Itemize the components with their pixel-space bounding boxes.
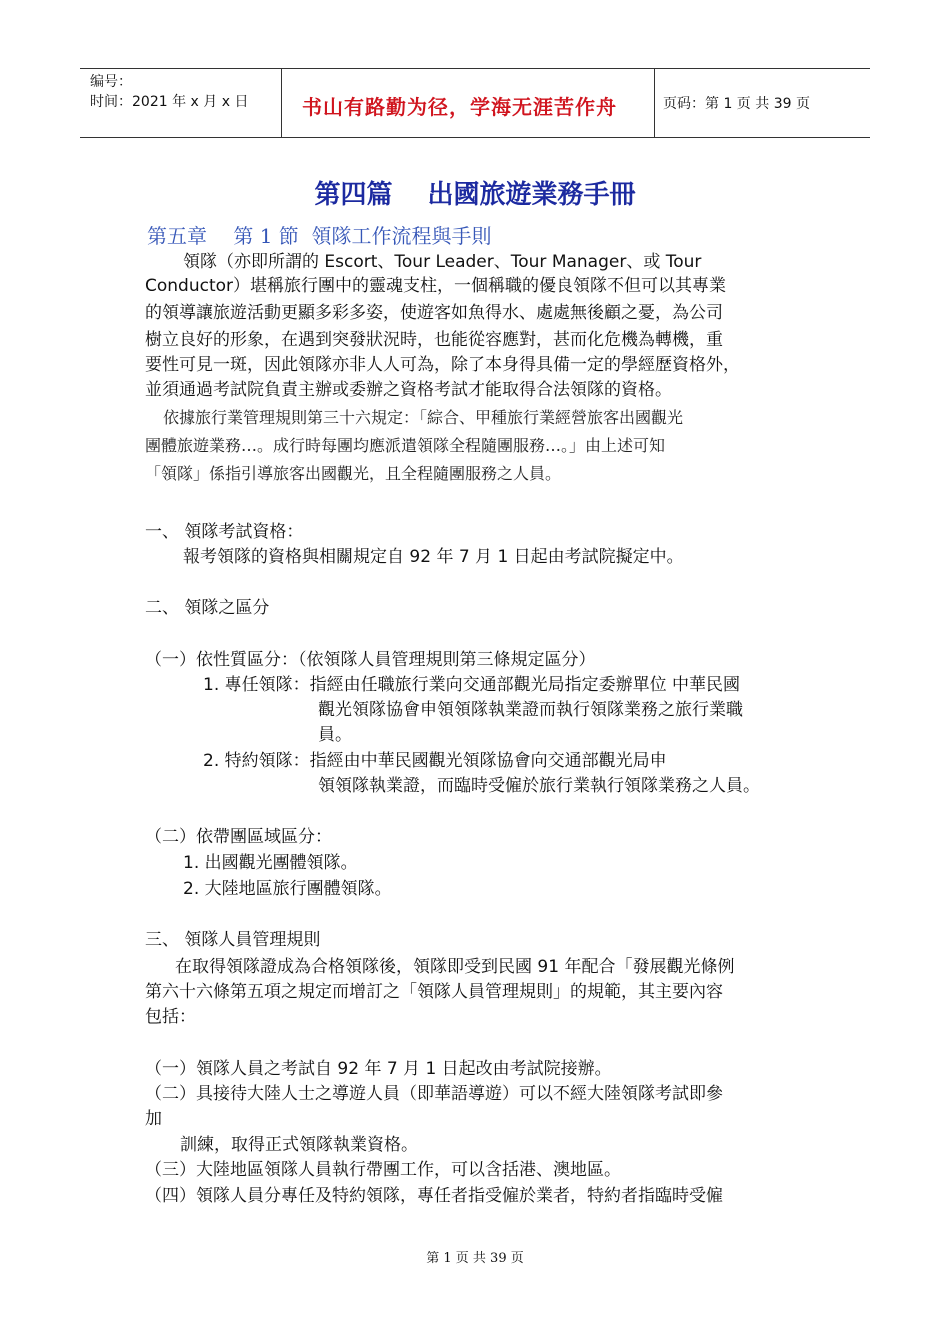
regulation-line: 依據旅行業管理規則第三十六規定：「綜合、甲種旅行業經營旅客出國觀光 (163, 408, 684, 427)
intro-line: 要性可見一斑，因此領隊亦非人人可為，除了本身得具備一定的學經歷資格外， (145, 355, 740, 375)
document-title: 第四篇 出國旅遊業務手冊 (314, 180, 636, 210)
section-3-intro-line: 第六十六條第五項之規定而增訂之「領隊人員管理規則」的規範，其主要內容 (145, 982, 723, 1002)
section-3-heading: 三、 領隊人員管理規則 (145, 930, 321, 950)
header-motto-cell (282, 69, 655, 137)
section-2-item1-line: 員。 (318, 725, 352, 745)
page-footer: 第 1 页 共 39 页 (426, 1251, 524, 1266)
intro-line: 樹立良好的形象，在遇到突發狀況時，也能從容應對，甚而化危機為轉機，重 (145, 330, 723, 350)
section-2-item1-line: 1. 專任領隊：指經由任職旅行業向交通部觀光局指定委辦單位 中華民國 (203, 675, 741, 695)
intro-line: 領隊（亦即所謂的 Escort、Tour Leader、Tour Manager、或 Tour (183, 252, 702, 272)
section-3-item: （一）領隊人員之考試自 92 年 7 月 1 日起改由考試院接辦。 (145, 1059, 612, 1079)
section-2-item2-line: 領領隊執業證，而臨時受僱於旅行業執行領隊業務之人員。 (318, 776, 760, 796)
section-3-item: 加 (145, 1109, 162, 1129)
intro-line: Conductor）堪稱旅行團中的靈魂支柱，一個稱職的優良領隊不但可以其專業 (145, 276, 727, 296)
chapter-heading: 第五章 第 1 節 領隊工作流程與手則 (147, 224, 492, 248)
section-1-heading: 一、 領隊考試資格： (145, 522, 304, 542)
header-page-info: 页码：第 1 页 共 39 页 (663, 96, 810, 112)
document-time-label: 时间：2021 年 x 月 x 日 (90, 94, 249, 110)
section-3-item: （三）大陸地區領隊人員執行帶團工作，可以含括港、澳地區。 (145, 1160, 621, 1180)
header-page-cell (655, 69, 870, 137)
document-number-label: 编号： (90, 74, 132, 90)
section-2-item2-line: 2. 特約領隊：指經由中華民國觀光領隊協會向交通部觀光局申 (203, 751, 667, 771)
section-3-item: 訓練，取得正式領隊執業資格。 (180, 1135, 418, 1155)
section-2-sub2: （二）依帶團區域區分： (145, 827, 332, 847)
section-2-item1-line: 觀光領隊協會申領領隊執業證而執行領隊業務之旅行業職 (318, 700, 743, 720)
regulation-line: 團體旅遊業務…。成行時每團均應派遣領隊全程隨團服務…。」由上述可知 (145, 436, 666, 455)
section-2-heading: 二、 領隊之區分 (145, 598, 270, 618)
section-3-intro-line: 包括： (145, 1007, 196, 1027)
intro-line: 並須通過考試院負責主辦或委辦之資格考試才能取得合法領隊的資格。 (145, 380, 672, 400)
section-3-intro-line: 在取得領隊證成為合格領隊後，領隊即受到民國 91 年配合「發展觀光條例 (175, 957, 735, 977)
section-2-sub1: （一）依性質區分：（依領隊人員管理規則第三條規定區分） (145, 650, 596, 670)
page-header (80, 68, 870, 138)
section-3-item: （四）領隊人員分專任及特約領隊，專任者指受僱於業者，特約者指臨時受僱 (145, 1186, 723, 1206)
section-2-sub2-item: 2. 大陸地區旅行團體領隊。 (183, 879, 392, 899)
intro-line: 的領導讓旅遊活動更顯多彩多姿，使遊客如魚得水、處處無後顧之憂，為公司 (145, 303, 723, 323)
regulation-line: 「領隊」係指引導旅客出國觀光，且全程隨團服務之人員。 (145, 464, 562, 483)
section-2-sub2-item: 1. 出國觀光團體領隊。 (183, 853, 358, 873)
section-1-text: 報考領隊的資格與相關規定自 92 年 7 月 1 日起由考試院擬定中。 (183, 547, 684, 567)
section-3-item: （二）具接待大陸人士之導遊人員（即華語導遊）可以不經大陸領隊考試即參 (145, 1084, 723, 1104)
header-meta-cell (80, 69, 282, 137)
header-motto: 书山有路勤为径，学海无涯苦作舟 (302, 95, 617, 119)
